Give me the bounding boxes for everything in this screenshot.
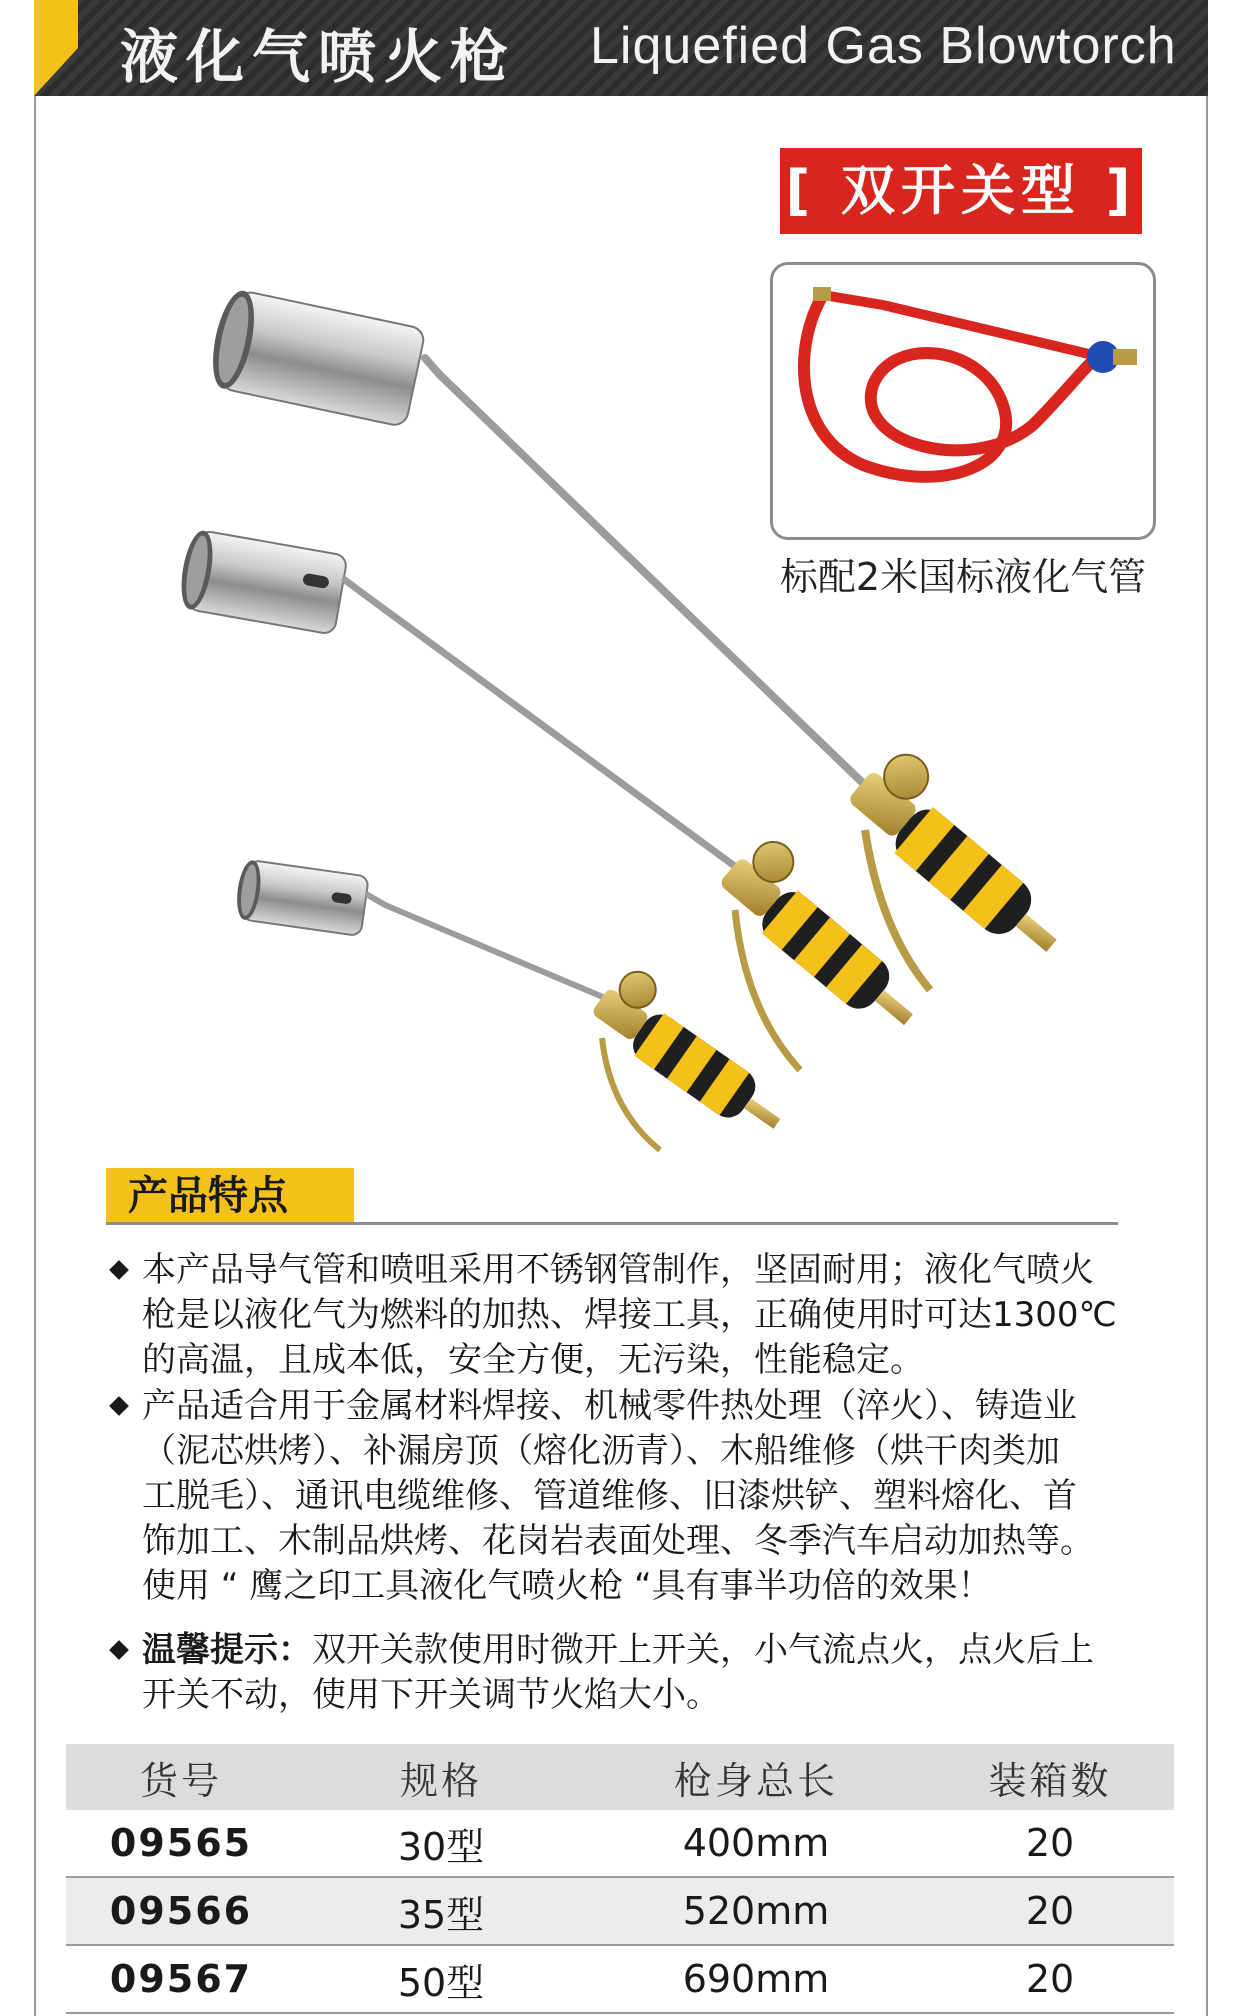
feature-line: 枪是以液化气为燃料的加热、焊接工具，正确使用时可达1300℃ (142, 1295, 1117, 1335)
length: 690mm (682, 1957, 830, 2001)
feature-line: 的高温，且成本低，安全方便，无污染，性能稳定。 (142, 1340, 924, 1380)
features-divider (106, 1222, 1118, 1225)
feature-line: 使用 “ 鹰之印工具液化气喷火枪 “具有事半功倍的效果！ (142, 1566, 992, 1606)
header-box-qty: 装箱数 (988, 1758, 1112, 1803)
header-spec: 规格 (399, 1758, 482, 1803)
features-heading: 产品特点 (106, 1168, 354, 1224)
table-header (66, 1744, 1174, 1810)
bullet-icon (109, 1260, 129, 1280)
bullet-icon (109, 1396, 129, 1416)
header-item-no: 货号 (139, 1758, 222, 1803)
torch-medium (176, 528, 943, 1070)
feature-line: 本产品导气管和喷咀采用不锈钢管制作，坚固耐用；液化气喷火 (142, 1250, 1094, 1290)
frame-right-border (1206, 96, 1208, 2016)
tip-label: 温馨提示： (142, 1630, 312, 1670)
table-row (66, 1878, 1174, 1946)
switch-type-badge: [ 双开关型 ] (780, 148, 1142, 234)
spec-table (66, 1744, 1174, 2014)
feature-paragraph-2 (142, 1384, 1172, 1609)
table-row (66, 1946, 1174, 2014)
feature-line: 产品适合用于金属材料焊接、机械零件热处理（淬火）、铸造业 (142, 1386, 1077, 1426)
box-qty: 20 (1025, 1821, 1075, 1865)
hose-caption: 标配2米国标液化气管 (779, 555, 1147, 599)
page-title-cn: 液化气喷火枪 (120, 23, 517, 91)
tip-line-2: 开关不动，使用下开关调节火焰大小。 (142, 1675, 720, 1715)
table-row (66, 1810, 1174, 1878)
spec: 50型 (397, 1960, 485, 2005)
spec: 35型 (397, 1892, 485, 1937)
feature-line: 工脱毛）、通讯电缆维修、管道维修、旧漆烘铲、塑料熔化、首 (142, 1476, 1077, 1516)
length: 520mm (682, 1889, 830, 1933)
bullet-icon (109, 1640, 129, 1660)
item-no: 09566 (109, 1889, 253, 1933)
page-title-en: Liquefied Gas Blowtorch (590, 17, 1177, 75)
gas-hose-image (773, 265, 1153, 537)
feature-paragraph-1 (142, 1248, 1172, 1383)
feature-line: 饰加工、木制品烘烤、花岗岩表面处理、冬季汽车启动加热等。 (142, 1521, 1094, 1561)
spec: 30型 (397, 1824, 485, 1869)
feature-line: （泥芯烘烤）、补漏房顶（熔化沥青）、木船维修（烘干肉类加 (142, 1431, 1060, 1471)
tip-line-1: 双开关款使用时微开上开关，小气流点火，点火后上 (312, 1630, 1094, 1670)
box-qty: 20 (1025, 1889, 1075, 1933)
box-qty: 20 (1025, 1957, 1075, 2001)
usage-tip (142, 1628, 1172, 1718)
hose-image-frame (770, 262, 1156, 540)
torch-small (234, 859, 805, 1150)
frame-left-border (34, 96, 36, 2016)
item-no: 09567 (109, 1957, 253, 2001)
item-no: 09565 (109, 1821, 253, 1865)
header-length: 枪身总长 (673, 1758, 838, 1803)
length: 400mm (682, 1821, 830, 1865)
